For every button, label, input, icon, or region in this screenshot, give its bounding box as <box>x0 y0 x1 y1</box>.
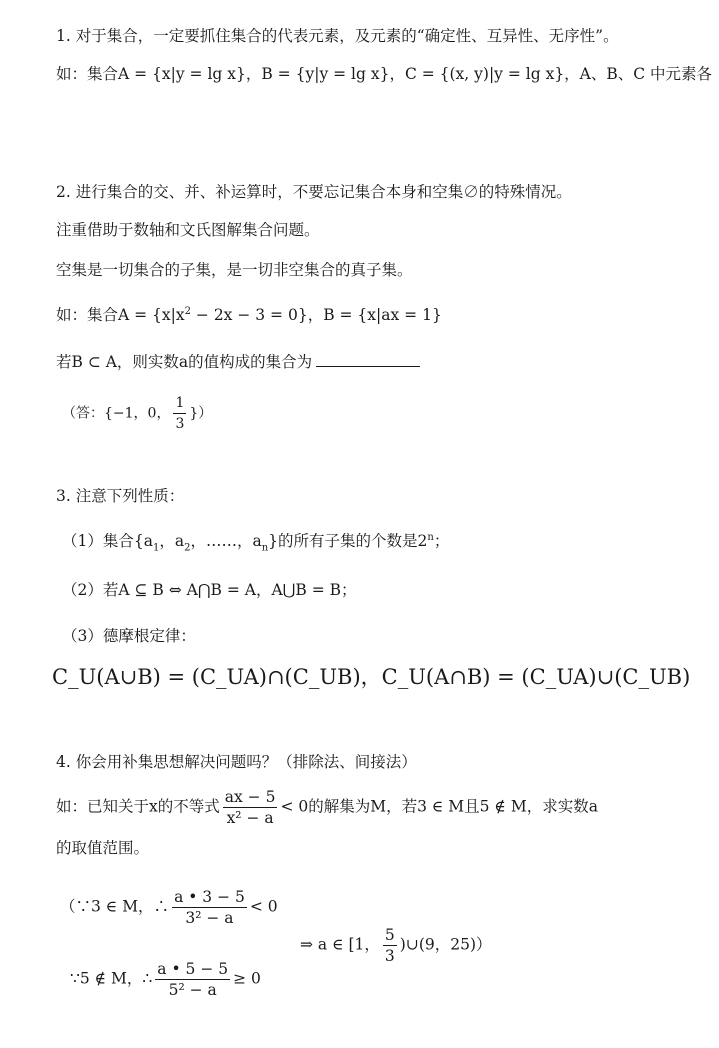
solution-result: ⇒ a ∈ [1， $\frac{5}{3}$ )∪(9，25)） <box>300 926 492 965</box>
section-2-line-2: 空集是一切集合的子集，是一切非空集合的真子集。 <box>56 261 413 279</box>
section-2-question: 若B ⊂ A，则实数a的值构成的集合为 <box>56 350 420 372</box>
section-3-title: 3. 注意下列性质： <box>56 487 185 505</box>
solution-fraction-1: $\frac{a • 3 - 5}{\text{3² − a}}$ <box>174 888 245 927</box>
section-2-example: 如：集合$A = \{x|x^2 - 2x - 3 = 0\}$，B = {x|ax = 1} <box>56 306 442 325</box>
solution-line-1: （∵3 ∈ M，∴ $\frac{a • 3 - 5}{\text{3² − a}}$ < 0 <box>60 888 278 927</box>
fraction-one-third: $\frac{1}{3}$ <box>175 395 185 432</box>
de-morgan-law: C_U(A∪B) = (C_UA)∩(C_UB)，C_U(A∩B) = (C_UA)∪(C_UB) <box>52 665 691 689</box>
section-4-title: 4. 你会用补集思想解决问题吗？（排除法、间接法） <box>56 753 417 771</box>
section-2-line-1: 注重借助于数轴和文氏图解集合问题。 <box>56 221 320 239</box>
solution-fraction-2: $\frac{a • 5 - 5}{\text{5² − a}}$ <box>157 960 229 999</box>
solution-line-2: ∵5 ∉ M，∴ $\frac{a • 5 - 5}{\text{5² − a}}$ ≥ 0 <box>70 960 261 999</box>
section-1-title: 1. 对于集合，一定要抓住集合的代表元素，及元素的“确定性、互异性、无序性”。 <box>56 27 619 45</box>
section-4-example: 如：已知关于x的不等式 $\frac{ax - 5}{\text{x² − a}}$ < 0的解集为M，若3 ∈ M且5 ∉ M，求实数a <box>56 788 598 827</box>
property-3: （3）德摩根定律： <box>62 627 196 645</box>
property-2: （2）若A ⊆ B ⇔ A⋂B = A，A⋃B = B； <box>62 581 357 599</box>
inequality-fraction: $\frac{ax - 5}{\text{x² − a}}$ <box>224 788 276 827</box>
section-1-example: 如：集合A = {x|y = lg x}，B = {y|y = lg x}，C = {(x, y)|y = lg x}，A、B、C 中元素各 <box>56 65 713 83</box>
property-1: （1）集合{$a_1$，$a_2$，……，$a_n$}的所有子集的个数是2$^n$； <box>62 532 450 554</box>
section-2-title: 2. 进行集合的交、并、补运算时，不要忘记集合本身和空集∅的特殊情况。 <box>56 183 572 201</box>
section-4-example-cont: 的取值范围。 <box>56 839 150 857</box>
section-2-answer: （答：{−1，0， $\frac{1}{3}$ }） <box>62 395 213 432</box>
result-fraction: $\frac{5}{3}$ <box>384 926 395 965</box>
answer-blank <box>316 350 420 367</box>
